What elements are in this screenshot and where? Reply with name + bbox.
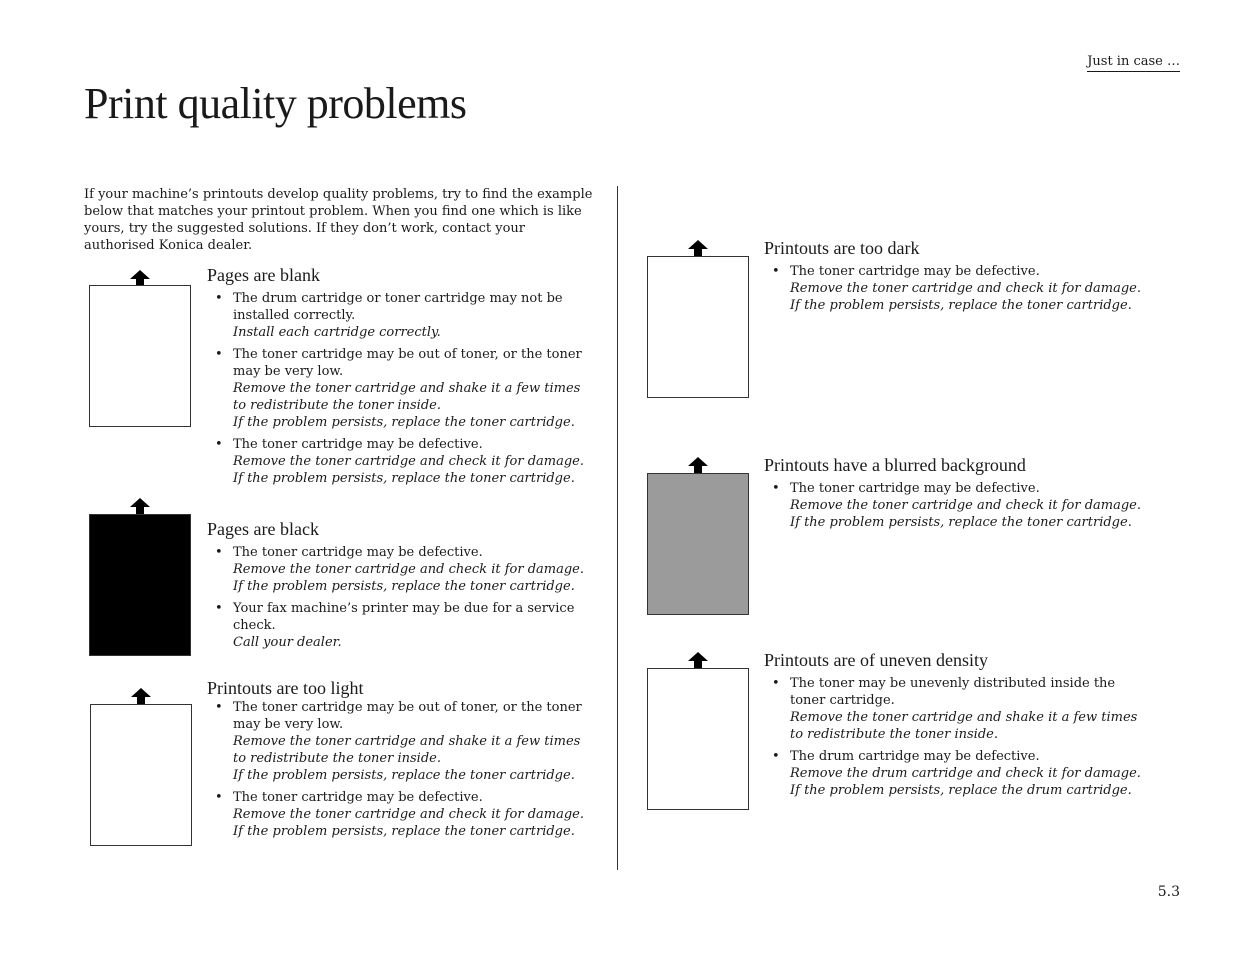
list-item: • The toner may be unevenly distributed inside the toner cartridge. Remove the toner cartridge and shake it a few times to redistribute the toner inside.	[772, 676, 1138, 742]
cause-list	[764, 263, 1154, 314]
list-item: • The toner cartridge may be defective. Remove the toner cartridge and check it for damage. If the problem persists, replace the toner cartridge.	[215, 790, 585, 839]
cause-list	[764, 480, 1154, 531]
cause-list	[207, 290, 597, 487]
section-blurred-background	[646, 454, 1186, 619]
section-text	[207, 677, 597, 845]
section-text	[207, 518, 597, 656]
black-page-sample	[89, 514, 191, 656]
list-item: • The toner cartridge may be out of toner, or the toner may be very low. Remove the toner cartridge and shake it a few times to redistribute the toner inside. If the problem persists, replace the toner cartridge.	[215, 700, 582, 783]
up-arrow-icon	[688, 457, 708, 473]
page-title: Print quality problems	[84, 79, 467, 128]
section-title: Printouts are of uneven density	[764, 650, 988, 670]
column-divider	[617, 186, 618, 870]
up-arrow-icon	[688, 240, 708, 256]
section-text	[764, 454, 1154, 536]
blank-page-sample	[89, 285, 191, 427]
up-arrow-icon	[131, 688, 151, 704]
section-text	[764, 237, 1154, 319]
section-title: Pages are blank	[207, 265, 320, 285]
list-item: • The toner cartridge may be out of toner, or the toner may be very low. Remove the toner cartridge and shake it a few times to redistribute the toner inside. If the problem persists, replace the toner cartridge.	[215, 347, 582, 430]
section-uneven-density	[646, 649, 1186, 814]
section-title: Printouts are too dark	[764, 238, 920, 258]
intro-paragraph: If your machine’s printouts develop quality problems, try to find the example below that matches your printout problem. When you find one which is like yours, try the suggested solutions. If they don’t work, contact your authorised Konica dealer.	[84, 187, 593, 253]
section-title: Printouts are too light	[207, 678, 364, 698]
list-item: • The toner cartridge may be defective. Remove the toner cartridge and check it for damage. If the problem persists, replace the toner cartridge.	[215, 437, 585, 486]
dark-page-sample	[647, 256, 749, 398]
list-item: • The toner cartridge may be defective. Remove the toner cartridge and check it for damage. If the problem persists, replace the toner cartridge.	[772, 481, 1142, 530]
cause-list	[207, 699, 597, 840]
up-arrow-icon	[130, 498, 150, 514]
page-number: 5.3	[1157, 884, 1180, 900]
uneven-page-sample	[647, 668, 749, 810]
list-item: • The drum cartridge may be defective. Remove the drum cartridge and check it for damage. If the problem persists, replace the drum cartridge.	[772, 749, 1141, 798]
cause-list	[764, 675, 1154, 799]
section-text	[207, 264, 597, 492]
section-too-light	[89, 677, 609, 852]
up-arrow-icon	[688, 652, 708, 668]
light-page-sample	[90, 704, 192, 846]
section-too-dark	[646, 237, 1186, 402]
running-header: Just in case …	[1087, 54, 1180, 72]
list-item: • The drum cartridge or toner cartridge may not be installed correctly. Install each cartridge correctly.	[215, 291, 563, 340]
blurred-page-sample	[647, 473, 749, 615]
list-item: • The toner cartridge may be defective. Remove the toner cartridge and check it for damage. If the problem persists, replace the toner cartridge.	[772, 264, 1142, 313]
cause-list	[207, 544, 597, 651]
up-arrow-icon	[130, 270, 150, 286]
list-item: • Your fax machine’s printer may be due for a service check. Call your dealer.	[215, 601, 575, 650]
list-item: • The toner cartridge may be defective. Remove the toner cartridge and check it for damage. If the problem persists, replace the toner cartridge.	[215, 545, 585, 594]
section-title: Pages are black	[207, 519, 319, 539]
section-text	[764, 649, 1154, 804]
section-title: Printouts have a blurred background	[764, 455, 1026, 475]
section-pages-black	[89, 498, 609, 658]
section-pages-blank	[89, 264, 609, 494]
